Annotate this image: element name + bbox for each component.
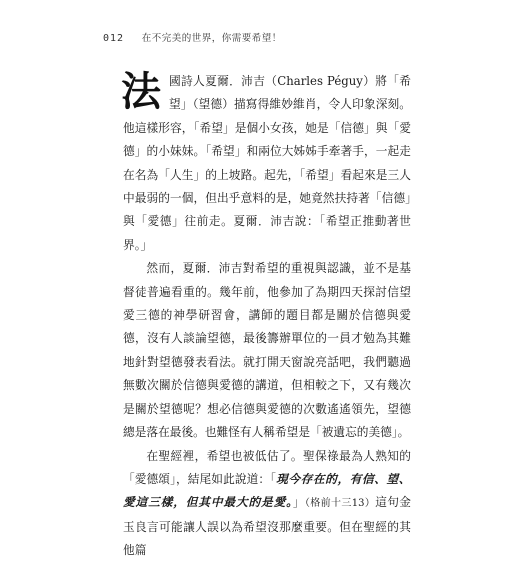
scripture-quote: 現今存在的，有信、望、愛這三樣，但其中最大的是愛。 (123, 471, 411, 510)
body-text (123, 70, 411, 563)
running-header (103, 30, 282, 44)
running-title: 在不完美的世界，你需要希望！ (141, 33, 282, 44)
paragraph-3 (123, 445, 411, 563)
paragraph-1-text: 國詩人夏爾．沛吉（Charles Péguy）將「希望」（望德）描寫得維妙維肖，令人印象深刻。他這樣形容，「希望」是個小女孩，她是「信德」與「愛德」的小妹妹。「希望」和兩位大姊姊手牽著手，一起走在名為「人生」的上坡路。起先，「希望」看起來是三人中最弱的一個，但出乎意料的是，她竟然扶持著「信德」與「愛德」往前走。夏爾．沛吉說：「希望正推動著世界。」 (123, 74, 411, 252)
paragraph-3-text-after: 這句金玉良言可能讓人誤以為希望沒那麼重要。但在聖經的其他篇 (123, 495, 411, 558)
paragraph-2-text: 然而，夏爾．沛吉對希望的重視與認識，並不是基督徒普遍看重的。幾年前，他參加了為期四天探討信望愛三德的神學研習會，講師的題目都是關於信德與愛德，沒有人談論望德，最後籌辦單位的一員才勉為其難地針對望德發表看法。就打開天窗說亮話吧，我們聽過無數次關於信德與愛德的講道，但相較之下，又有幾次是關於望德呢？想必信德與愛德的次數遙遙領先，望德總是落在最後。也難怪有人稱希望是「被遺忘的美德」。 (123, 261, 411, 440)
paragraph-1 (123, 70, 411, 257)
drop-cap: 法 (121, 68, 161, 115)
scripture-reference: （格前十三13） (304, 498, 376, 510)
paragraph-3-text-mid: 」 (292, 495, 305, 510)
paragraph-2 (123, 257, 411, 444)
page-number: 012 (103, 33, 125, 44)
paragraph-3-text-before: 在聖經裡，希望也被低估了。聖保祿最為人熟知的「愛德頌」，結尾如此說道：「 (123, 448, 411, 486)
